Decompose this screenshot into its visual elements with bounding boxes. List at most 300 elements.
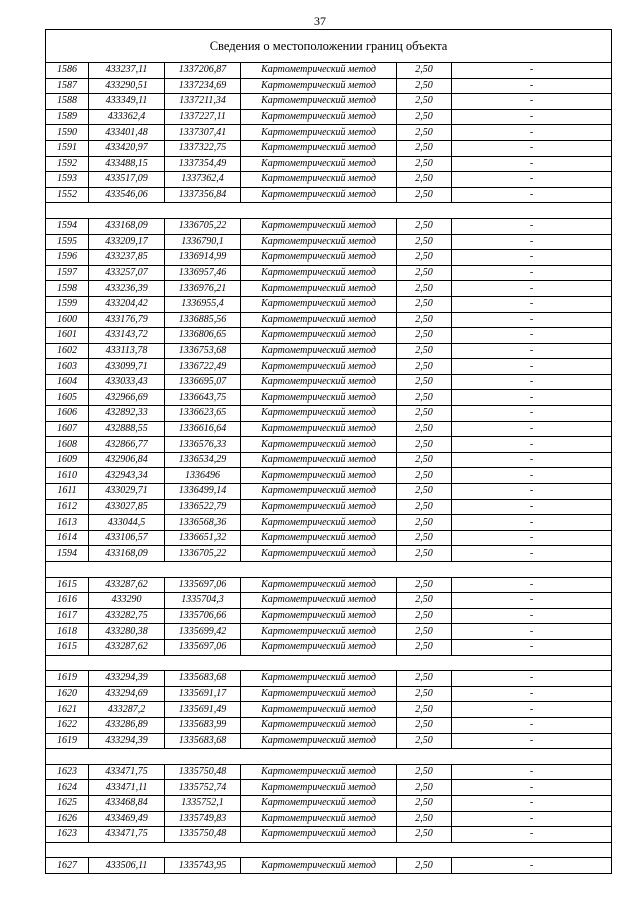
point-number-cell: 1612 (46, 499, 89, 515)
table-row (46, 390, 612, 406)
x-coordinate-cell: 433257,07 (89, 265, 165, 281)
x-coordinate-cell: 433290 (89, 593, 165, 609)
x-coordinate-cell: 433294,69 (89, 686, 165, 702)
accuracy-cell: 2,50 (397, 686, 452, 702)
point-number-cell: 1624 (46, 780, 89, 796)
description-cell: - (452, 671, 612, 687)
description-cell: - (452, 156, 612, 172)
table-row (46, 187, 612, 203)
description-cell: - (452, 702, 612, 718)
x-coordinate-cell: 433168,09 (89, 546, 165, 562)
x-coordinate-cell: 432866,77 (89, 437, 165, 453)
method-cell: Картометрический метод (241, 374, 397, 390)
table-row (46, 172, 612, 188)
description-cell: - (452, 468, 612, 484)
point-number-cell: 1599 (46, 296, 89, 312)
accuracy-cell: 2,50 (397, 639, 452, 655)
table-row (46, 265, 612, 281)
point-number-cell: 1620 (46, 686, 89, 702)
point-number-cell: 1601 (46, 328, 89, 344)
method-cell: Картометрический метод (241, 827, 397, 843)
method-cell: Картометрический метод (241, 858, 397, 874)
table-row (46, 811, 612, 827)
method-cell: Картометрический метод (241, 406, 397, 422)
description-cell: - (452, 639, 612, 655)
y-coordinate-cell: 1336705,22 (165, 218, 241, 234)
point-number-cell: 1598 (46, 281, 89, 297)
point-number-cell: 1619 (46, 671, 89, 687)
description-cell: - (452, 437, 612, 453)
description-cell: - (452, 359, 612, 375)
x-coordinate-cell: 433237,85 (89, 250, 165, 266)
boundary-coordinates-table (45, 29, 612, 874)
y-coordinate-cell: 1335683,99 (165, 717, 241, 733)
accuracy-cell: 2,50 (397, 780, 452, 796)
description-cell: - (452, 125, 612, 141)
y-coordinate-cell: 1336651,32 (165, 530, 241, 546)
description-cell: - (452, 515, 612, 531)
method-cell: Картометрический метод (241, 468, 397, 484)
y-coordinate-cell: 1337307,41 (165, 125, 241, 141)
method-cell: Картометрический метод (241, 281, 397, 297)
table-row (46, 312, 612, 328)
accuracy-cell: 2,50 (397, 156, 452, 172)
table-row (46, 281, 612, 297)
method-cell: Картометрический метод (241, 296, 397, 312)
description-cell: - (452, 764, 612, 780)
method-cell: Картометрический метод (241, 125, 397, 141)
x-coordinate-cell: 433290,51 (89, 78, 165, 94)
x-coordinate-cell: 433287,62 (89, 639, 165, 655)
y-coordinate-cell: 1335683,68 (165, 671, 241, 687)
group-separator-row (46, 562, 612, 578)
x-coordinate-cell: 433099,71 (89, 359, 165, 375)
x-coordinate-cell: 433044,5 (89, 515, 165, 531)
method-cell: Картометрический метод (241, 593, 397, 609)
table-row (46, 702, 612, 718)
accuracy-cell: 2,50 (397, 484, 452, 500)
table-row (46, 515, 612, 531)
table-row (46, 296, 612, 312)
description-cell: - (452, 780, 612, 796)
method-cell: Картометрический метод (241, 312, 397, 328)
x-coordinate-cell: 433143,72 (89, 328, 165, 344)
method-cell: Картометрический метод (241, 78, 397, 94)
point-number-cell: 1626 (46, 811, 89, 827)
accuracy-cell: 2,50 (397, 218, 452, 234)
y-coordinate-cell: 1335749,83 (165, 811, 241, 827)
group-separator-cell (46, 562, 612, 578)
method-cell: Картометрический метод (241, 234, 397, 250)
y-coordinate-cell: 1336695,07 (165, 374, 241, 390)
point-number-cell: 1589 (46, 109, 89, 125)
table-row (46, 608, 612, 624)
point-number-cell: 1605 (46, 390, 89, 406)
table-row (46, 328, 612, 344)
point-number-cell: 1603 (46, 359, 89, 375)
x-coordinate-cell: 433106,57 (89, 530, 165, 546)
x-coordinate-cell: 433280,38 (89, 624, 165, 640)
x-coordinate-cell: 433168,09 (89, 218, 165, 234)
point-number-cell: 1592 (46, 156, 89, 172)
y-coordinate-cell: 1337356,84 (165, 187, 241, 203)
point-number-cell: 1610 (46, 468, 89, 484)
description-cell: - (452, 218, 612, 234)
method-cell: Картометрический метод (241, 328, 397, 344)
description-cell: - (452, 94, 612, 110)
accuracy-cell: 2,50 (397, 312, 452, 328)
method-cell: Картометрический метод (241, 686, 397, 702)
method-cell: Картометрический метод (241, 452, 397, 468)
description-cell: - (452, 593, 612, 609)
x-coordinate-cell: 433282,75 (89, 608, 165, 624)
x-coordinate-cell: 433294,39 (89, 733, 165, 749)
x-coordinate-cell: 433176,79 (89, 312, 165, 328)
x-coordinate-cell: 433113,78 (89, 343, 165, 359)
accuracy-cell: 2,50 (397, 530, 452, 546)
table-row (46, 406, 612, 422)
y-coordinate-cell: 1335697,06 (165, 577, 241, 593)
method-cell: Картометрический метод (241, 484, 397, 500)
x-coordinate-cell: 433287,62 (89, 577, 165, 593)
method-cell: Картометрический метод (241, 608, 397, 624)
y-coordinate-cell: 1336522,79 (165, 499, 241, 515)
y-coordinate-cell: 1336534,29 (165, 452, 241, 468)
y-coordinate-cell: 1336957,46 (165, 265, 241, 281)
accuracy-cell: 2,50 (397, 140, 452, 156)
table-row (46, 421, 612, 437)
x-coordinate-cell: 433420,97 (89, 140, 165, 156)
x-coordinate-cell: 433488,15 (89, 156, 165, 172)
table-row (46, 671, 612, 687)
table-row (46, 437, 612, 453)
y-coordinate-cell: 1336643,75 (165, 390, 241, 406)
group-separator-cell (46, 842, 612, 858)
point-number-cell: 1619 (46, 733, 89, 749)
accuracy-cell: 2,50 (397, 125, 452, 141)
y-coordinate-cell: 1335699,42 (165, 624, 241, 640)
point-number-cell: 1587 (46, 78, 89, 94)
accuracy-cell: 2,50 (397, 234, 452, 250)
method-cell: Картометрический метод (241, 94, 397, 110)
point-number-cell: 1588 (46, 94, 89, 110)
accuracy-cell: 2,50 (397, 343, 452, 359)
method-cell: Картометрический метод (241, 421, 397, 437)
x-coordinate-cell: 432966,69 (89, 390, 165, 406)
y-coordinate-cell: 1335752,1 (165, 795, 241, 811)
table-row (46, 577, 612, 593)
x-coordinate-cell: 433236,39 (89, 281, 165, 297)
y-coordinate-cell: 1335697,06 (165, 639, 241, 655)
description-cell: - (452, 234, 612, 250)
table-row (46, 717, 612, 733)
accuracy-cell: 2,50 (397, 94, 452, 110)
group-separator-cell (46, 655, 612, 671)
table-row (46, 109, 612, 125)
point-number-cell: 1600 (46, 312, 89, 328)
accuracy-cell: 2,50 (397, 421, 452, 437)
description-cell: - (452, 577, 612, 593)
accuracy-cell: 2,50 (397, 63, 452, 79)
method-cell: Картометрический метод (241, 343, 397, 359)
y-coordinate-cell: 1336955,4 (165, 296, 241, 312)
y-coordinate-cell: 1336722,49 (165, 359, 241, 375)
point-number-cell: 1597 (46, 265, 89, 281)
description-cell: - (452, 608, 612, 624)
accuracy-cell: 2,50 (397, 811, 452, 827)
y-coordinate-cell: 1336790,1 (165, 234, 241, 250)
y-coordinate-cell: 1336576,33 (165, 437, 241, 453)
table-row (46, 686, 612, 702)
x-coordinate-cell: 433237,11 (89, 63, 165, 79)
group-separator-cell (46, 749, 612, 765)
table-row (46, 764, 612, 780)
y-coordinate-cell: 1336568,36 (165, 515, 241, 531)
x-coordinate-cell: 433546,06 (89, 187, 165, 203)
section-title: Сведения о местоположении границ объекта (46, 30, 612, 63)
table-row (46, 795, 612, 811)
y-coordinate-cell: 1337362,4 (165, 172, 241, 188)
method-cell: Картометрический метод (241, 546, 397, 562)
y-coordinate-cell: 1335743,95 (165, 858, 241, 874)
y-coordinate-cell: 1335683,68 (165, 733, 241, 749)
x-coordinate-cell: 433506,11 (89, 858, 165, 874)
group-separator-row (46, 749, 612, 765)
description-cell: - (452, 343, 612, 359)
description-cell: - (452, 717, 612, 733)
method-cell: Картометрический метод (241, 140, 397, 156)
point-number-cell: 1621 (46, 702, 89, 718)
point-number-cell: 1596 (46, 250, 89, 266)
point-number-cell: 1622 (46, 717, 89, 733)
method-cell: Картометрический метод (241, 63, 397, 79)
method-cell: Картометрический метод (241, 437, 397, 453)
description-cell: - (452, 421, 612, 437)
x-coordinate-cell: 433468,84 (89, 795, 165, 811)
accuracy-cell: 2,50 (397, 468, 452, 484)
method-cell: Картометрический метод (241, 499, 397, 515)
y-coordinate-cell: 1336705,22 (165, 546, 241, 562)
description-cell: - (452, 827, 612, 843)
method-cell: Картометрический метод (241, 265, 397, 281)
point-number-cell: 1586 (46, 63, 89, 79)
description-cell: - (452, 624, 612, 640)
y-coordinate-cell: 1336976,21 (165, 281, 241, 297)
description-cell: - (452, 296, 612, 312)
description-cell: - (452, 546, 612, 562)
method-cell: Картометрический метод (241, 639, 397, 655)
y-coordinate-cell: 1335704,3 (165, 593, 241, 609)
method-cell: Картометрический метод (241, 530, 397, 546)
y-coordinate-cell: 1336914,99 (165, 250, 241, 266)
description-cell: - (452, 499, 612, 515)
table-row (46, 484, 612, 500)
accuracy-cell: 2,50 (397, 608, 452, 624)
point-number-cell: 1607 (46, 421, 89, 437)
description-cell: - (452, 484, 612, 500)
table-row (46, 468, 612, 484)
accuracy-cell: 2,50 (397, 109, 452, 125)
accuracy-cell: 2,50 (397, 390, 452, 406)
table-row (46, 452, 612, 468)
table-row (46, 359, 612, 375)
y-coordinate-cell: 1337322,75 (165, 140, 241, 156)
point-number-cell: 1595 (46, 234, 89, 250)
accuracy-cell: 2,50 (397, 858, 452, 874)
point-number-cell: 1609 (46, 452, 89, 468)
x-coordinate-cell: 433401,48 (89, 125, 165, 141)
point-number-cell: 1617 (46, 608, 89, 624)
method-cell: Картометрический метод (241, 671, 397, 687)
x-coordinate-cell: 433471,75 (89, 827, 165, 843)
x-coordinate-cell: 433033,43 (89, 374, 165, 390)
accuracy-cell: 2,50 (397, 78, 452, 94)
accuracy-cell: 2,50 (397, 172, 452, 188)
method-cell: Картометрический метод (241, 109, 397, 125)
accuracy-cell: 2,50 (397, 499, 452, 515)
x-coordinate-cell: 432906,84 (89, 452, 165, 468)
method-cell: Картометрический метод (241, 390, 397, 406)
y-coordinate-cell: 1335691,17 (165, 686, 241, 702)
table-row (46, 234, 612, 250)
accuracy-cell: 2,50 (397, 328, 452, 344)
y-coordinate-cell: 1336623,65 (165, 406, 241, 422)
accuracy-cell: 2,50 (397, 250, 452, 266)
y-coordinate-cell: 1336499,14 (165, 484, 241, 500)
x-coordinate-cell: 432943,34 (89, 468, 165, 484)
description-cell: - (452, 281, 612, 297)
method-cell: Картометрический метод (241, 515, 397, 531)
y-coordinate-cell: 1335706,66 (165, 608, 241, 624)
accuracy-cell: 2,50 (397, 577, 452, 593)
group-separator-row (46, 203, 612, 219)
table-row (46, 546, 612, 562)
accuracy-cell: 2,50 (397, 764, 452, 780)
description-cell: - (452, 733, 612, 749)
table-row (46, 78, 612, 94)
description-cell: - (452, 109, 612, 125)
y-coordinate-cell: 1336753,68 (165, 343, 241, 359)
table-row (46, 94, 612, 110)
point-number-cell: 1616 (46, 593, 89, 609)
x-coordinate-cell: 433204,42 (89, 296, 165, 312)
accuracy-cell: 2,50 (397, 671, 452, 687)
y-coordinate-cell: 1337234,69 (165, 78, 241, 94)
x-coordinate-cell: 433471,75 (89, 764, 165, 780)
section-title-row (46, 30, 612, 63)
description-cell: - (452, 187, 612, 203)
y-coordinate-cell: 1337211,34 (165, 94, 241, 110)
table-row (46, 624, 612, 640)
y-coordinate-cell: 1335750,48 (165, 764, 241, 780)
x-coordinate-cell: 433362,4 (89, 109, 165, 125)
description-cell: - (452, 374, 612, 390)
point-number-cell: 1623 (46, 764, 89, 780)
y-coordinate-cell: 1336616,64 (165, 421, 241, 437)
accuracy-cell: 2,50 (397, 296, 452, 312)
accuracy-cell: 2,50 (397, 624, 452, 640)
y-coordinate-cell: 1335752,74 (165, 780, 241, 796)
table-row (46, 156, 612, 172)
point-number-cell: 1615 (46, 577, 89, 593)
table-row (46, 858, 612, 874)
accuracy-cell: 2,50 (397, 515, 452, 531)
x-coordinate-cell: 433027,85 (89, 499, 165, 515)
table-row (46, 530, 612, 546)
y-coordinate-cell: 1337227,11 (165, 109, 241, 125)
point-number-cell: 1594 (46, 218, 89, 234)
point-number-cell: 1611 (46, 484, 89, 500)
accuracy-cell: 2,50 (397, 374, 452, 390)
description-cell: - (452, 140, 612, 156)
page-number: 37 (314, 14, 326, 28)
x-coordinate-cell: 433471,11 (89, 780, 165, 796)
accuracy-cell: 2,50 (397, 452, 452, 468)
point-number-cell: 1615 (46, 639, 89, 655)
point-number-cell: 1613 (46, 515, 89, 531)
accuracy-cell: 2,50 (397, 281, 452, 297)
method-cell: Картометрический метод (241, 702, 397, 718)
table-row (46, 140, 612, 156)
point-number-cell: 1625 (46, 795, 89, 811)
point-number-cell: 1593 (46, 172, 89, 188)
table-row (46, 733, 612, 749)
description-cell: - (452, 265, 612, 281)
description-cell: - (452, 78, 612, 94)
description-cell: - (452, 172, 612, 188)
group-separator-row (46, 842, 612, 858)
point-number-cell: 1590 (46, 125, 89, 141)
point-number-cell: 1591 (46, 140, 89, 156)
point-number-cell: 1608 (46, 437, 89, 453)
method-cell: Картометрический метод (241, 795, 397, 811)
point-number-cell: 1604 (46, 374, 89, 390)
method-cell: Картометрический метод (241, 811, 397, 827)
table-row (46, 639, 612, 655)
accuracy-cell: 2,50 (397, 187, 452, 203)
method-cell: Картометрический метод (241, 359, 397, 375)
x-coordinate-cell: 433209,17 (89, 234, 165, 250)
y-coordinate-cell: 1335691,49 (165, 702, 241, 718)
group-separator-row (46, 655, 612, 671)
description-cell: - (452, 811, 612, 827)
x-coordinate-cell: 432888,55 (89, 421, 165, 437)
description-cell: - (452, 328, 612, 344)
description-cell: - (452, 530, 612, 546)
point-number-cell: 1606 (46, 406, 89, 422)
table-row (46, 125, 612, 141)
accuracy-cell: 2,50 (397, 717, 452, 733)
table-row (46, 250, 612, 266)
accuracy-cell: 2,50 (397, 593, 452, 609)
group-separator-cell (46, 203, 612, 219)
description-cell: - (452, 312, 612, 328)
table-row (46, 343, 612, 359)
x-coordinate-cell: 433469,49 (89, 811, 165, 827)
table-row (46, 63, 612, 79)
point-number-cell: 1623 (46, 827, 89, 843)
point-number-cell: 1602 (46, 343, 89, 359)
table-row (46, 499, 612, 515)
method-cell: Картометрический метод (241, 250, 397, 266)
accuracy-cell: 2,50 (397, 359, 452, 375)
method-cell: Картометрический метод (241, 780, 397, 796)
table-row (46, 218, 612, 234)
method-cell: Картометрический метод (241, 187, 397, 203)
table-row (46, 827, 612, 843)
x-coordinate-cell: 432892,33 (89, 406, 165, 422)
accuracy-cell: 2,50 (397, 702, 452, 718)
